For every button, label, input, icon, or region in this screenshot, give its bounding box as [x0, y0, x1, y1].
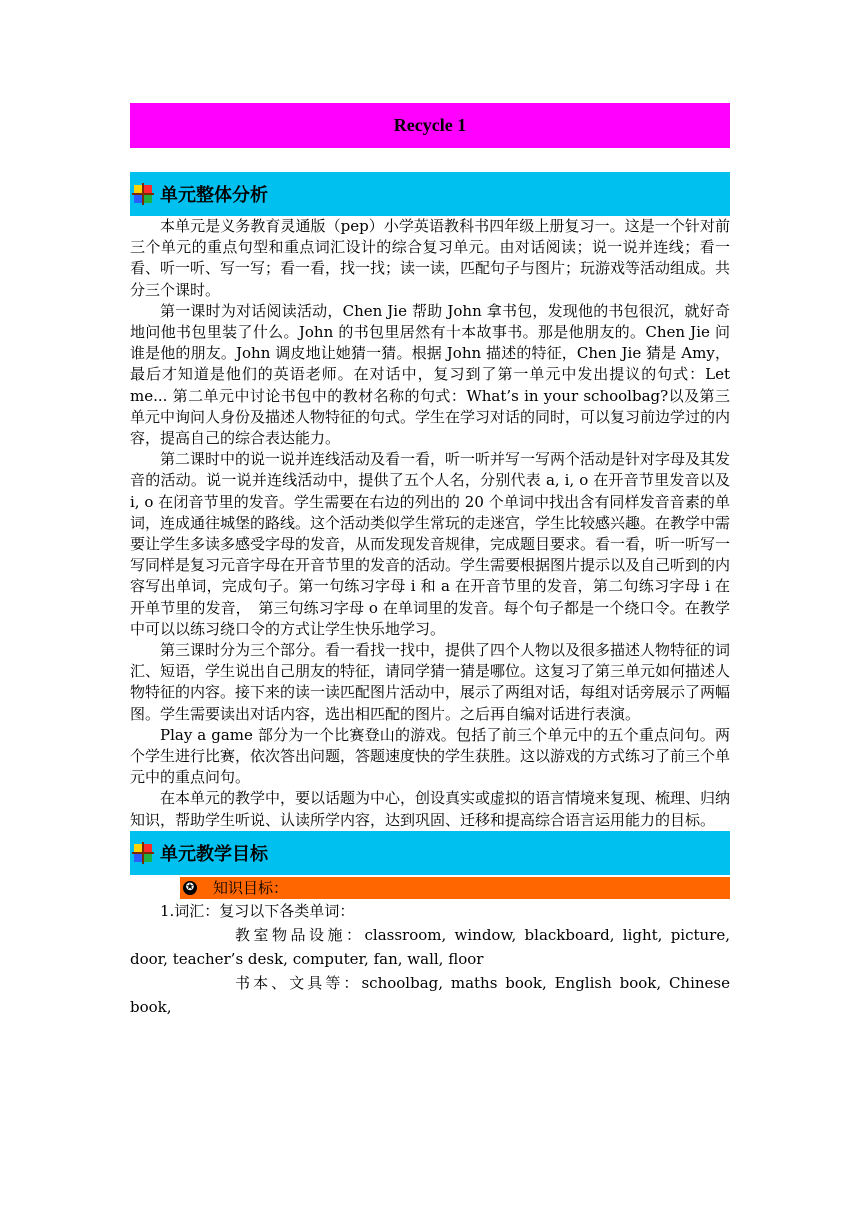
vocab-item-label: 1.词汇：复习以下各类单词：	[160, 901, 355, 920]
vocab-line: 教室物品设施：classroom, window, blackboard, light, picture, door, teacher’s desk, computer, fan, wall, floor	[130, 925, 730, 968]
subsection-heading-text: 知识目标：	[213, 879, 289, 898]
paragraph: 第一课时为对话阅读活动，Chen Jie 帮助 John 拿书包，发现他的书包很沉，就好奇地问他书包里装了什么。John 的书包里居然有十本故事书。那是他朋友的。Chen Jie 问谁是他的朋友。John 调皮地让她猜一猜。根据 John 描述的特征，Chen Jie 猜是 Amy，最后才知道是他们的英语老师。在对话中，复习到了第一单元中发出提议的句式：Let me... 第二单元中讨论书包中的教材名称的句式：What’s in your schoolbag?以及第三单元中询问人身份及描述人物特征的句式。学生在学习对话的同时，可以复习前边学过的内容，提高自己的综合表达能力。	[130, 301, 731, 448]
document-title: Recycle 1	[393, 115, 467, 135]
windows-flag-icon	[134, 844, 152, 862]
star-circle-icon: ✪	[183, 881, 197, 895]
paragraph: 在本单元的教学中，要以话题为中心，创设真实或虚拟的语言情境来复现、梳理、归纳知识，帮助学生听说、认读所学内容，达到巩固、迁移和提高综合语言运用能力的目标。	[130, 789, 731, 829]
section-heading-text: 单元教学目标	[160, 843, 268, 865]
paragraph: 第三课时分为三个部分。看一看找一找中，提供了四个人物以及很多描述人物特征的词汇、短语，学生说出自己朋友的特征，请同学猜一猜是哪位。这复习了第三单元如何描述人物特征的内容。接下来的读一读匹配图片活动中，展示了两组对话，每组对话旁展示了两幅图。学生需要读出对话内容，选出相匹配的图片。之后再自编对话进行表演。	[130, 641, 731, 723]
section-heading-objectives	[130, 831, 730, 875]
paragraph: Play a game 部分为一个比赛登山的游戏。包括了前三个单元中的五个重点问句。两个学生进行比赛，依次答出问题，答题速度快的学生获胜。这以游戏的方式练习了前三个单元中的重点问句。	[130, 725, 731, 787]
section-heading-text: 单元整体分析	[160, 185, 268, 206]
subsection-heading-knowledge	[180, 877, 730, 899]
vocab-line: 书本、文具等：schoolbag, maths book, English book, Chinese book,	[130, 973, 730, 1016]
paragraph: 本单元是义务教育灵通版（pep）小学英语教科书四年级上册复习一。这是一个针对前三个单元的重点句型和重点词汇设计的综合复习单元。由对话阅读；说一说并连线；看一看、听一听、写一写；看一看，找一找；读一读，匹配句子与图片；玩游戏等活动组成。共分三个课时。	[130, 217, 731, 299]
document-page	[130, 103, 730, 1019]
section-heading-analysis	[130, 172, 730, 216]
windows-flag-icon	[134, 185, 152, 203]
title-bar	[130, 103, 730, 148]
paragraph: 第二课时中的说一说并连线活动及看一看，听一听并写一写两个活动是针对字母及其发音的活动。说一说并连线活动中，提供了五个人名，分别代表 a, i, o 在开音节里发音以及 i, o 在闭音节里的发音。学生需要在右边的列出的 20 个单词中找出含有同样发音音素的单词，连成通往城堡的路线。这个活动类似学生常玩的走迷宫，学生比较感兴趣。在教学中需要让学生多读多感受字母的发音，从而发现发音规律，完成题目要求。看一看，听一听写一写同样是复习元音字母在开音节里的发音的活动。学生需要根据图片提示以及自己听到的内容写出单词，完成句子。第一句练习字母 i 和 a 在开音节里的发音，第二句练习字母 i 在开单节里的发音， 第三句练习字母 o 在单词里的发音。每个句子都是一个绕口令。在教学中可以以练习绕口令的方式让学生快乐地学习。	[130, 450, 731, 638]
analysis-body	[130, 216, 730, 831]
